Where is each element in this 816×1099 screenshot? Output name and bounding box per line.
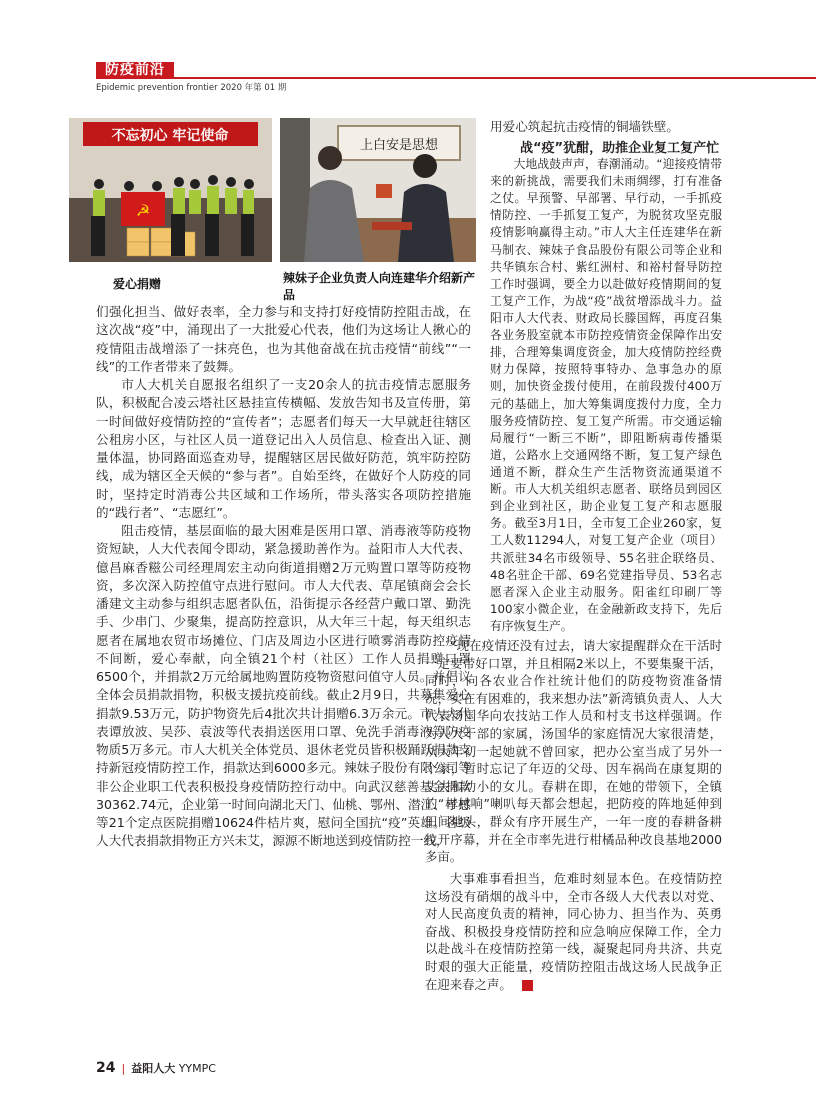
right-column-lower [425,637,722,993]
section-subheading: 战“疫”犹酣，助推企业复工复产忙 [520,141,720,156]
paragraph: 市人大机关自愿报名组织了一支20余人的抗击疫情志愿服务队，积极配合凌云塔社区悬挂宣传横幅、发放告知书及宣传册，第一时间做好疫情防控的“宣传者”；志愿者们每天一大早就赶往辖区公租房小区，与社区人员一道登记出入人员信息、检查出入证、测量体温，协同路面巡查劝导，提醒辖区居民做好防范，筑牢防控防线，成为辖区全天候的“参与者”。自始至终，在做好个人防疫的同时，坚持定时消毒公共区域和工作场所，带头落实各项防控措施的“践行者”、“志愿红”。 [96,377,471,520]
paragraph: 大地战鼓声声，春潮涌动。“迎接疫情带来的新挑战，需要我们未雨绸缪，打有准备之仗。早预警、早部署、早行动，一手抓疫情防控、一手抓复工复产，为脱贫攻坚克服疫情影响赢得主动。”市人大主任连建华在新马制衣、辣妹子食品股份有限公司等企业和共华镇东合村、紫红洲村、和裕村督导防控工作时强调，要全力以赴做好疫情期间的复工复产工作，为战“疫”战贫增添战斗力。益阳市人大代表、财政局长滕国辉，再度召集各业务股室就本市防控疫情资金保障作出安排，合理筹集调度资金，加大疫情防控经费财力保障，按照特事特办、急事急办的原则，加快资金拨付使用，在前段拨付400万元的基础上，加大筹集调度拨付力度，全力服务疫情防控、复工复产所需。市交通运输局履行“一断三不断”，即阻断病毒传播渠道，公路水上交通网络不断，复工复产绿色通道不断，群众生产生活物资流通渠道不断。市人大机关组织志愿者、联络员到园区到企业到社区，助企业复工复产和志愿服务。截至3月1日，全市复工企业260家，复工人数11294人，对复工复产企业（项目）共派驻34名市级领导、55名驻企联络员、48名驻企干部、69名党建指导员、53名志愿者深入企业主动服务。阳雀红印刷厂等100家小微企业，在金融新政支持下，先后有序恢复生产。 [490,157,722,633]
right-column-upper [490,156,722,635]
photo-caption-left: 爱心捐赠 [113,277,162,291]
calligraphy-sign: 上白安是思想 [359,138,439,153]
right-column-lead [490,118,730,136]
banner-text: 不忘初心 牢记使命 [111,128,229,144]
meeting-photo [280,118,476,262]
magazine-name: 益阳人大 [131,1062,176,1075]
paragraph: “现在疫情还没有过去，请大家提醒群众在干活时一定要带好口罩，并且相隔2米以上，不要集聚干活，同时，向各农业合作社统计他们的防疫物资准备情况，实在有困难的，我来想办法”新湾镇负责人、人大代表汤国华向农技站工作人员和村支书这样强调。作为人大干部的家属，汤国华的家庭情况大家很清楚，从大年初一起她就不曾回家，把办公室当成了另外一个家，暂时忘记了年迈的父母、因车祸尚在康复期的丈夫和幼小的女儿。春耕在即，在她的带领下，全镇的“村村响”喇叭每天都会想起，把防疫的阵地延伸到田间地头，群众有序开展生产，一年一度的春耕备耕拉开序幕，并在全市率先进行柑橘品种改良基地2000多亩。 [425,638,722,865]
donation-photo [69,118,272,262]
issue-subtitle: Epidemic prevention frontier 2020 年第 01 期 [96,83,287,93]
paragraph: 们强化担当、做好表率，全力参与和支持打好疫情防控阻击战，在这次战“疫”中，涌现出了一大批爱心代表，他们为这场让人揪心的疫情阻击战增添了一抹亮色，也为其他奋战在抗击疫情“前线”“一线”的工作者带来了鼓舞。 [96,304,471,374]
paragraph: 用爱心筑起抗击疫情的铜墙铁壁。 [490,119,679,134]
photo-caption-right: 辣妹子企业负责人向连建华介绍新产品 [283,271,476,302]
left-column [96,303,471,851]
svg-text:☭: ☭ [135,201,151,220]
page-footer: 24 | 益阳人大 YYMPC [96,1060,216,1076]
closing-text: 大事难事看担当，危难时刻显本色。在疫情防控这场没有硝烟的战斗中，全市各级人大代表以对党、对人民高度负责的精神，同心协力、担当作为、英勇奋战、积极投身疫情防控和应急响应保障工作，全力以赴战斗在疫情防控第一线，凝聚起同舟共济、共克时艰的强大正能量，疫情防控阻击战这场人民战争正在迎来春之声。 [425,870,722,992]
page-number: 24 [96,1060,116,1076]
header-rule [174,77,816,79]
paragraph [425,870,722,993]
end-mark-icon [522,980,533,991]
paragraph: 阻击疫情，基层面临的最大困难是医用口罩、消毒液等防疫物资短缺，人大代表闻令即动，紧急援助善作为。益阳市人大代表、億昌麻香糍公司经理周宏主动向街道捐赠2万元购置口罩等防疫物资，多次深入防控值守点进行慰问。市人大代表、草尾镇商会会长潘建文主动参与组织志愿者队伍，沿街提示各经营户戴口罩、勤洗手、少串门、少聚集，提高防控意识，从大年三十起，每天组织志愿者在属地农贸市场摊位、门店及周边小区进行喷雾消毒防控疫情不间断，爱心奉献，向全镇21个村（社区）工作人员捐赠口罩6500个，并捐款2万元给属地购置防疫物资慰问值守人员。并倡议全体会员捐款捐物，积极支援抗疫前线。截止2月9日，共募集爱心捐款9.53万元，防护物资先后4批次共计捐赠6.3万余元。市人大代表谭放波、吴莎、袁波等代表捐送医用口罩、免洗手消毒液等防疫物质5万多元。市人大机关全体党员、退休老党员皆积极踊跃捐款支持新冠疫情防控工作，捐款达到6000多元。辣妹子股份有限公司等非公企业职工代表积极投身疫情防控行动中。向武汉慈善基金捐款30362.74元，企业第一时间向湖北天门、仙桃、鄂州、潜江、孝感等21个定点医院捐赠10624件桔片爽，慰问全国抗“疫”英雄。各级人大代表捐款捐物正方兴未艾，源源不断地送到疫情防控一线， [96,523,471,849]
magazine-abbr: YYMPC [178,1062,216,1075]
section-label: 防疫前沿 [96,62,174,79]
